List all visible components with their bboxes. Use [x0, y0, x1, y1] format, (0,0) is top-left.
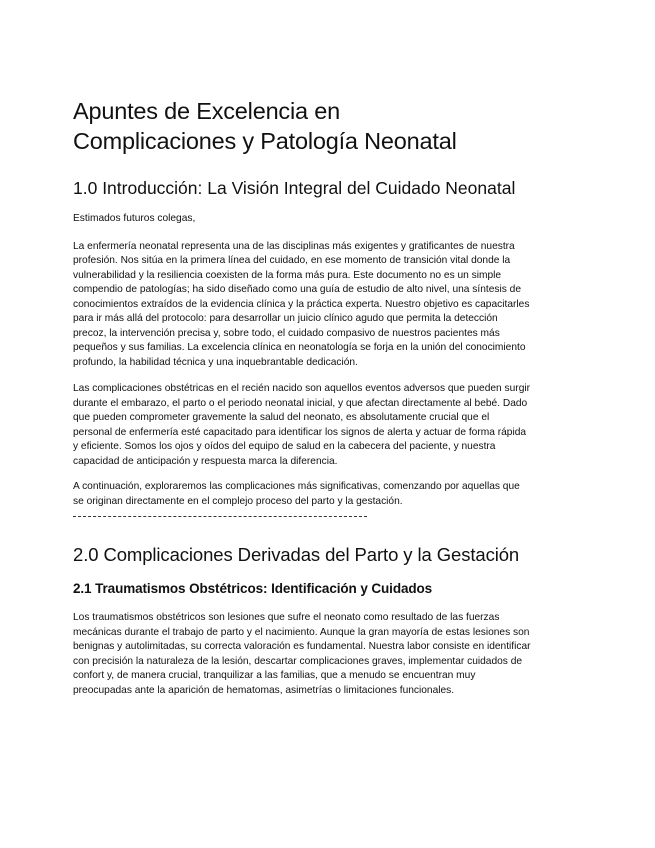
- greeting-text: Estimados futuros colegas,: [73, 213, 196, 224]
- document-title-line-2: Complicaciones y Patología Neonatal: [73, 128, 457, 154]
- section-divider: [73, 516, 367, 518]
- section-2-heading: 2.0 Complicaciones Derivadas del Parto y la Gestación: [73, 544, 520, 565]
- trauma-paragraph: Los traumatismos obstétricos son lesiones que sufre el neonato como resultado de las fuerzas mecánicas durante el trabajo de parto y el nacimiento. Aunque la gran mayoría de estas lesiones son benignas y autolimitadas, su correcta valoración es fundamental. Nuestra labor consiste en identificar con precisión la naturaleza de la lesión, descartar complicaciones graves, implementar cuidados de confort y, de manera crucial, tranquilizar a las familias, que a menudo se encuentran muy preocupadas ante la aparición de hematomas, asimetrías o limitaciones funcionales.: [73, 612, 531, 696]
- intro-paragraph-1: La enfermería neonatal representa una de las disciplinas más exigentes y gratificantes de nuestra profesión. Nos sitúa en la primera línea del cuidado, en ese momento de transición vital donde la vulnerabilidad y la resiliencia coexisten de la forma más pura. Este documento no es un simple compendio de patologías; ha sido diseñado como una guía de estudio de alto nivel, una síntesis de conocimientos extraídos de la evidencia clínica y la práctica experta. Nuestro objetivo es capacitarles para ir más allá del protocolo: para desarrollar un juicio clínico agudo que permita la detección precoz, la intervención precisa y, sobre todo, el cuidado compasivo de nuestros pacientes más pequeños y sus familias. La excelencia clínica en neonatología se forja en la unión del conocimiento profundo, la habilidad técnica y una inquebrantable dedicación.: [73, 240, 530, 368]
- document-page: [73, 96, 531, 698]
- section-1-heading: 1.0 Introducción: La Visión Integral del Cuidado Neonatal: [73, 178, 516, 198]
- intro-paragraph-3: A continuación, exploraremos las complicaciones más significativas, comenzando por aquellas que se originan directamente en el complejo proceso del parto y la gestación.: [73, 481, 520, 507]
- section-2-1-heading: 2.1 Traumatismos Obstétricos: Identificación y Cuidados: [73, 581, 433, 596]
- document-title: [73, 96, 531, 156]
- document-title-line-1: Apuntes de Excelencia en: [73, 98, 340, 124]
- intro-paragraph-2: Las complicaciones obstétricas en el recién nacido son aquellos eventos adversos que pueden surgir durante el embarazo, el parto o el periodo neonatal inicial, y que afectan directamente al bebé. Dado que pueden comprometer gravemente la salud del neonato, es absolutamente crucial que el personal de enfermería esté capacitado para identificar los signos de alerta y actuar de forma rápida y eficiente. Somos los ojos y oídos del equipo de salud en la cabecera del paciente, y nuestra capacidad de anticipación y respuesta marca la diferencia.: [73, 383, 531, 467]
